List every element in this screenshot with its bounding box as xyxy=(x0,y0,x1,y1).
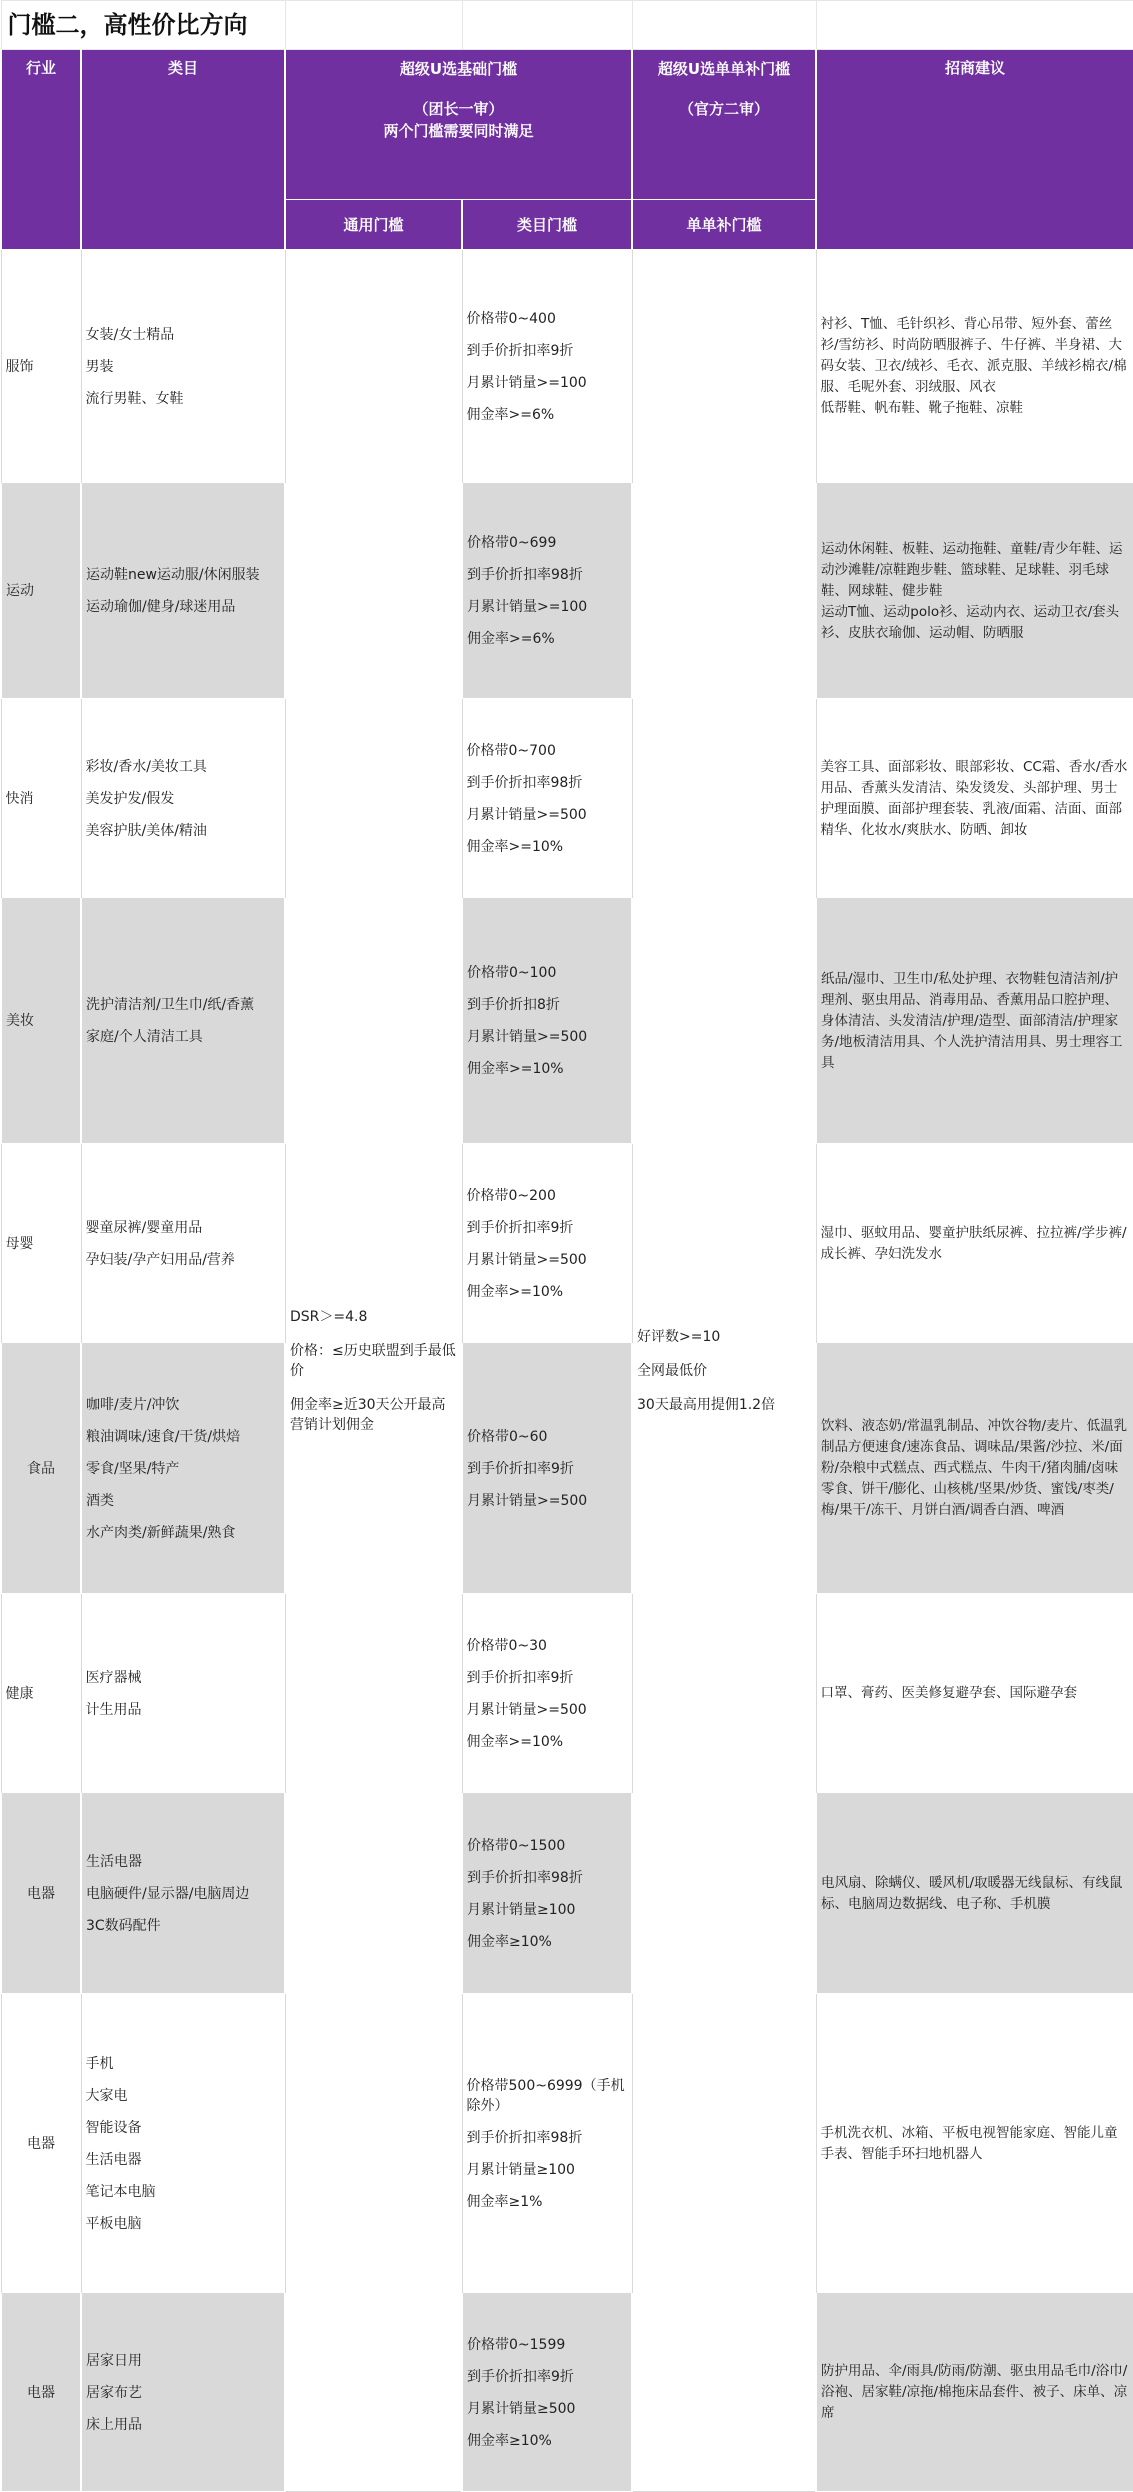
header-general: 通用门槛 xyxy=(285,200,462,250)
threshold-item: 到手价折扣率98折 xyxy=(466,774,583,791)
recommendation-text: 运动T恤、运动polo衫、运动内衣、运动卫衣/套头衫、皮肤衣瑜伽、运动帽、防晒服 xyxy=(821,603,1120,641)
threshold-item: 月累计销量>=100 xyxy=(467,599,588,615)
recommendation-text: 美容工具、面部彩妆、眼部彩妆、CC霜、香水/香水用品、香薰头发清洁、染发烫发、头部护理、男士护理面膜、面部护理套装、乳液/面霜、洁面、面部精华、化妆水/爽肤水、防晒、卸妆 xyxy=(820,758,1128,838)
category-item: 居家日用 xyxy=(86,2352,142,2369)
header-single-line: 超级U选单单补门槛 xyxy=(657,60,791,78)
recommendation-text: 口罩、膏药、医美修复避孕套、国际避孕套 xyxy=(820,1685,1077,1701)
threshold-item: 月累计销量>=500 xyxy=(466,806,587,823)
industry-cell: 母婴 xyxy=(1,1144,81,1344)
recommendation-cell xyxy=(816,1994,1133,2294)
recommendation-cell xyxy=(816,250,1133,484)
single-threshold-line: 好评数>=10 xyxy=(637,1328,721,1345)
recommendation-text: 防护用品、伞/雨具/防雨/防潮、驱虫用品毛巾/浴巾/浴袍、居家鞋/凉拖/棉拖床品套件、被子、床单、凉席 xyxy=(821,2363,1128,2421)
category-item: 手机 xyxy=(85,2055,114,2072)
category-cell xyxy=(81,1594,285,1794)
header-basic-threshold xyxy=(285,50,632,200)
category-item: 大家电 xyxy=(85,2087,128,2104)
header-basic-line: （团长一审） xyxy=(413,100,504,118)
industry-cell: 电器 xyxy=(1,1794,81,1994)
header-basic-line: 超级U选基础门槛 xyxy=(399,60,518,78)
threshold-item: 月累计销量≥500 xyxy=(467,2400,576,2417)
threshold-item: 价格带0~100 xyxy=(467,965,557,981)
threshold-item: 到手价折扣率9折 xyxy=(466,1219,574,1236)
header-industry: 行业 xyxy=(1,50,81,250)
threshold-item: 佣金率>=10% xyxy=(466,1733,564,1750)
threshold-item: 价格带0~30 xyxy=(466,1637,547,1654)
category-item: 笔记本电脑 xyxy=(85,2183,156,2200)
category-cell xyxy=(81,2294,285,2492)
category-cell xyxy=(81,699,285,899)
threshold-item: 价格带0~700 xyxy=(466,742,556,759)
recommendation-text: 电风扇、除螨仪、暖风机/取暖器无线鼠标、有线鼠标、电脑周边数据线、电子称、手机膜 xyxy=(821,1874,1123,1912)
category-threshold-cell xyxy=(462,484,632,699)
single-threshold-line: 30天最高用提佣1.2倍 xyxy=(637,1396,776,1413)
table-row xyxy=(1,484,1133,699)
industry-cell: 健康 xyxy=(1,1594,81,1794)
threshold-item: 月累计销量>=500 xyxy=(467,1029,588,1045)
recommendation-text: 饮料、液态奶/常温乳制品、冲饮谷物/麦片、低温乳制品方便速食/速冻食品、调味品/果酱/沙拉、米/面粉/杂粮中式糕点、西式糕点、牛肉干/猪肉脯/卤味零食、饼干/膨化、山核桃/坚果/炒货、蜜饯/枣类/梅/果干/冻干、月饼白酒/调香白酒、啤酒 xyxy=(821,1418,1128,1518)
category-threshold-cell xyxy=(462,1994,632,2294)
threshold-item: 佣金率>=6% xyxy=(467,631,555,647)
general-threshold-cell xyxy=(285,250,462,2492)
category-cell xyxy=(81,1994,285,2294)
industry-cell: 服饰 xyxy=(1,250,81,484)
category-item: 水产肉类/新鲜蔬果/熟食 xyxy=(86,1524,236,1541)
recommendation-text: 衬衫、T恤、毛针织衫、背心吊带、短外套、蕾丝衫/雪纺衫、时尚防晒服裤子、牛仔裤、半身裙、大码女装、卫衣/绒衫、毛衣、派克服、羊绒衫棉衣/棉服、毛呢外套、羽绒服、风衣 xyxy=(820,316,1127,395)
category-item: 居家布艺 xyxy=(86,2384,142,2401)
table-row xyxy=(1,1794,1133,1994)
threshold-item: 月累计销量>=500 xyxy=(466,1251,587,1268)
table-row xyxy=(1,899,1133,1144)
category-item: 计生用品 xyxy=(85,1701,142,1718)
category-item: 电脑硬件/显示器/电脑周边 xyxy=(86,1885,250,1902)
threshold-item: 价格带0~400 xyxy=(466,310,556,327)
category-item: 平板电脑 xyxy=(85,2215,142,2232)
industry-cell: 食品 xyxy=(1,1344,81,1594)
recommendation-text: 手机洗衣机、冰箱、平板电视智能家庭、智能儿童手表、智能手环扫地机器人 xyxy=(820,2124,1118,2162)
category-cell xyxy=(81,1344,285,1594)
threshold-item: 月累计销量≥100 xyxy=(467,1901,576,1918)
general-threshold-line: DSR＞=4.8 xyxy=(290,1308,368,1325)
category-item: 智能设备 xyxy=(85,2119,142,2136)
category-item: 咖啡/麦片/冲饮 xyxy=(86,1396,180,1413)
category-item: 酒类 xyxy=(86,1492,114,1509)
category-item: 男装 xyxy=(85,358,114,375)
category-threshold-cell xyxy=(462,699,632,899)
recommendation-cell xyxy=(816,484,1133,699)
industry-cell: 电器 xyxy=(1,2294,81,2492)
header-basic-line: 两个门槛需要同时满足 xyxy=(383,122,534,140)
recommendation-cell xyxy=(816,1344,1133,1594)
threshold-item: 月累计销量>=500 xyxy=(467,1492,588,1509)
threshold-item: 到手价折扣率98折 xyxy=(467,1869,583,1886)
threshold-item: 佣金率≥10% xyxy=(467,2432,552,2449)
threshold-item: 价格带0~1599 xyxy=(467,2336,566,2353)
threshold-item: 佣金率>=6% xyxy=(466,406,555,423)
category-item: 粮油调味/速食/干货/烘焙 xyxy=(86,1428,241,1445)
category-item: 零食/坚果/特产 xyxy=(86,1460,180,1477)
category-cell xyxy=(81,1794,285,1994)
header-single-threshold xyxy=(632,50,816,200)
category-item: 运动鞋new运动服/休闲服装 xyxy=(86,567,260,583)
header-recommendation: 招商建议 xyxy=(816,50,1133,250)
table-row xyxy=(1,2294,1133,2492)
category-item: 流行男鞋、女鞋 xyxy=(85,390,184,407)
category-item: 美发护发/假发 xyxy=(85,790,175,807)
recommendation-cell xyxy=(816,699,1133,899)
category-cell xyxy=(81,899,285,1144)
threshold-item: 月累计销量>=500 xyxy=(466,1701,587,1718)
category-item: 生活电器 xyxy=(86,1853,142,1870)
category-cell xyxy=(81,1144,285,1344)
category-item: 3C数码配件 xyxy=(86,1917,161,1934)
threshold-item: 价格带0~1500 xyxy=(467,1837,566,1854)
category-threshold-cell xyxy=(462,2294,632,2492)
industry-cell: 电器 xyxy=(1,1994,81,2294)
table-row xyxy=(1,699,1133,899)
recommendation-text: 运动休闲鞋、板鞋、运动拖鞋、童鞋/青少年鞋、运动沙滩鞋/凉鞋跑步鞋、篮球鞋、足球鞋、羽毛球鞋、网球鞋、健步鞋 xyxy=(821,540,1123,599)
recommendation-cell xyxy=(816,1794,1133,1994)
threshold-item: 到手价折扣率9折 xyxy=(467,1460,574,1477)
threshold-item: 到手价折扣率98折 xyxy=(467,567,583,583)
threshold-item: 月累计销量>=100 xyxy=(466,374,587,391)
threshold-item: 佣金率>=10% xyxy=(467,1061,564,1077)
recommendation-cell xyxy=(816,2294,1133,2492)
category-item: 医疗器械 xyxy=(85,1669,142,1686)
category-cell xyxy=(81,250,285,484)
title-row xyxy=(1,1,1133,50)
table-row xyxy=(1,250,1133,484)
header-row xyxy=(1,50,1133,200)
threshold-item: 价格带0~699 xyxy=(467,535,557,551)
category-cell xyxy=(81,484,285,699)
category-item: 美容护肤/美体/精油 xyxy=(85,822,207,839)
threshold-item: 到手价折扣率9折 xyxy=(466,1669,574,1686)
recommendation-text: 低帮鞋、帆布鞋、靴子拖鞋、凉鞋 xyxy=(820,400,1023,416)
general-threshold-line: 价格：≤历史联盟到手最低价 xyxy=(290,1342,456,1379)
category-item: 女装/女士精品 xyxy=(85,326,175,343)
general-threshold-line: 佣金率≥近30天公开最高营销计划佣金 xyxy=(290,1396,446,1433)
industry-cell: 快消 xyxy=(1,699,81,899)
industry-cell: 运动 xyxy=(1,484,81,699)
category-item: 床上用品 xyxy=(86,2416,142,2433)
recommendation-text: 湿巾、驱蚊用品、婴童护肤纸尿裤、拉拉裤/学步裤/成长裤、孕妇洗发水 xyxy=(820,1224,1127,1262)
recommendation-cell xyxy=(816,1594,1133,1794)
single-threshold-cell xyxy=(632,250,816,2492)
table-row xyxy=(1,1344,1133,1594)
table-row xyxy=(1,1594,1133,1794)
table-row xyxy=(1,1994,1133,2294)
category-item: 孕妇装/孕产妇用品/营养 xyxy=(85,1251,235,1268)
category-threshold-cell xyxy=(462,1144,632,1344)
category-threshold-cell xyxy=(462,899,632,1144)
threshold-item: 到手价折扣率9折 xyxy=(466,342,574,359)
header-category: 类目 xyxy=(81,50,285,250)
category-threshold-cell xyxy=(462,250,632,484)
single-threshold-line: 全网最低价 xyxy=(637,1362,707,1379)
category-threshold-cell xyxy=(462,1344,632,1594)
category-item: 彩妆/香水/美妆工具 xyxy=(85,758,207,775)
threshold-item: 价格带0~200 xyxy=(466,1187,556,1204)
header-category-threshold: 类目门槛 xyxy=(462,200,632,250)
threshold-item: 佣金率≥10% xyxy=(467,1933,552,1950)
header-single-line: （官方二审） xyxy=(678,100,769,118)
recommendation-text: 纸品/湿巾、卫生巾/私处护理、衣物鞋包清洁剂/护理剂、驱虫用品、消毒用品、香薰用品口腔护理、身体清洁、头发清洁/护理/造型、面部清洁/护理家务/地板清洁用具、个人洗护清洁用具、男士理容工具 xyxy=(821,970,1123,1071)
recommendation-cell xyxy=(816,1144,1133,1344)
recommendation-cell xyxy=(816,899,1133,1144)
category-item: 家庭/个人清洁工具 xyxy=(86,1029,203,1045)
industry-cell: 美妆 xyxy=(1,899,81,1144)
threshold-item: 价格带500~6999（手机除外） xyxy=(466,2077,625,2114)
category-item: 运动瑜伽/健身/球迷用品 xyxy=(86,599,236,615)
table-row xyxy=(1,1144,1133,1344)
threshold-item: 佣金率≥1% xyxy=(466,2193,543,2210)
threshold-item: 价格带0~60 xyxy=(467,1428,548,1445)
threshold-item: 佣金率>=10% xyxy=(466,1283,564,1300)
threshold-item: 到手价折扣率98折 xyxy=(466,2129,583,2146)
category-item: 洗护清洁剂/卫生巾/纸/香薰 xyxy=(86,997,255,1013)
category-item: 婴童尿裤/婴童用品 xyxy=(85,1219,203,1236)
threshold-item: 到手价折扣率9折 xyxy=(467,2368,574,2385)
category-threshold-cell xyxy=(462,1794,632,1994)
threshold-item: 佣金率>=10% xyxy=(466,838,564,855)
category-item: 生活电器 xyxy=(85,2151,142,2168)
threshold-item: 月累计销量≥100 xyxy=(466,2161,575,2178)
page-title: 门槛二，高性价比方向 xyxy=(1,1,285,50)
threshold-item: 到手价折扣8折 xyxy=(467,997,560,1013)
category-threshold-cell xyxy=(462,1594,632,1794)
header-single: 单单补门槛 xyxy=(632,200,816,250)
